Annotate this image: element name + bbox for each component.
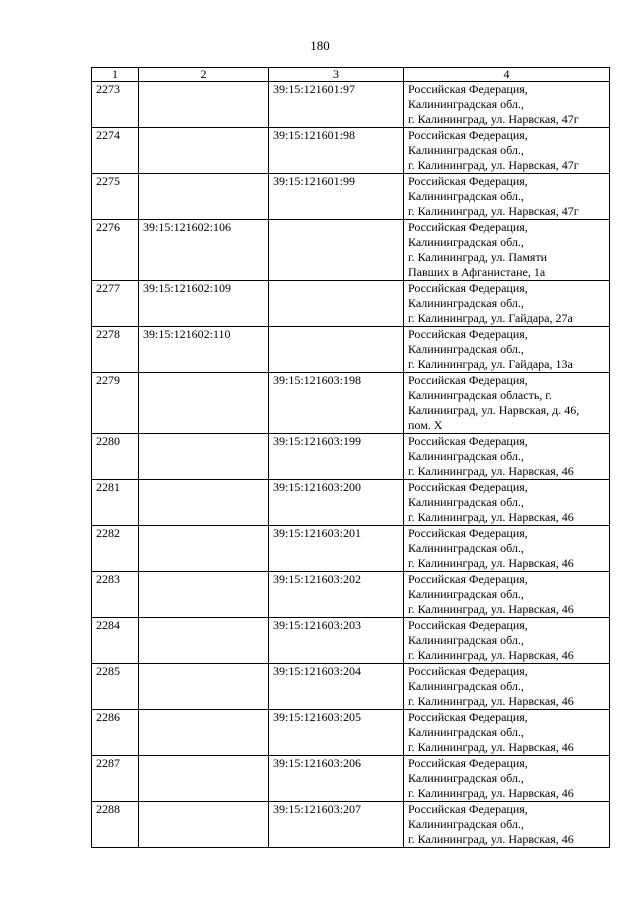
address-cell [404,128,610,174]
address-line: г. Калининград, ул. Гайдара, 27а [408,311,573,325]
address-line: г. Калининград, ул. Нарвская, 47г [408,158,579,172]
row-number-cell: 2273 [92,82,139,128]
address-line: Калининград, ул. Нарвская, д. 46, [408,403,580,417]
address-cell [404,281,610,327]
cadastral-number-column-2-cell: 39:15:121602:106 [139,220,269,281]
address-line: Калининградская область, г. [408,388,552,402]
table-row [92,664,610,710]
address-line: г. Калининград, ул. Нарвская, 46 [408,510,574,524]
table-body [92,82,610,848]
address-cell [404,802,610,848]
row-number-cell: 2279 [92,373,139,434]
table-row [92,480,610,526]
cadastral-number-column-2-cell [139,618,269,664]
address-line: г. Калининград, ул. Нарвская, 47г [408,204,579,218]
cadastral-number-column-3-cell: 39:15:121603:200 [269,480,404,526]
cadastral-number-column-3-cell [269,327,404,373]
row-number-cell: 2278 [92,327,139,373]
address-line: г. Калининград, ул. Гайдара, 13а [408,357,573,371]
address-line: Российская Федерация, [408,802,528,816]
page-number: 180 [310,38,330,53]
cadastral-number-column-2-cell: 39:15:121602:110 [139,327,269,373]
address-cell [404,373,610,434]
address-line: г. Калининград, ул. Нарвская, 46 [408,832,574,846]
cadastral-number-column-3-cell: 39:15:121603:199 [269,434,404,480]
cadastral-number-column-2-cell [139,434,269,480]
row-number-cell: 2284 [92,618,139,664]
address-cell [404,756,610,802]
cadastral-number-column-2-cell [139,710,269,756]
cadastral-number-column-2-cell [139,480,269,526]
cadastral-number-column-3-cell: 39:15:121601:98 [269,128,404,174]
address-line: г. Калининград, ул. Нарвская, 46 [408,786,574,800]
row-number-cell: 2280 [92,434,139,480]
cadastral-number-column-2-cell [139,572,269,618]
address-line: Российская Федерация, [408,572,528,586]
address-line: г. Калининград, ул. Нарвская, 46 [408,602,574,616]
row-number-cell: 2287 [92,756,139,802]
table-row [92,618,610,664]
address-line: Калининградская обл., [408,235,524,249]
cadastral-number-column-2-cell [139,802,269,848]
address-line: Российская Федерация, [408,128,528,142]
address-cell [404,220,610,281]
address-cell [404,480,610,526]
registry-table [91,67,610,848]
table-row [92,220,610,281]
row-number-cell: 2275 [92,174,139,220]
cadastral-number-column-3-cell: 39:15:121603:203 [269,618,404,664]
cadastral-number-column-3-cell: 39:15:121603:206 [269,756,404,802]
address-line: Калининградская обл., [408,143,524,157]
address-line: Калининградская обл., [408,633,524,647]
address-line: Калининградская обл., [408,771,524,785]
row-number-cell: 2282 [92,526,139,572]
cadastral-number-column-3-cell [269,220,404,281]
table-header-row [92,68,610,82]
table-row [92,281,610,327]
address-line: Российская Федерация, [408,281,528,295]
address-cell [404,82,610,128]
address-line: Павших в Афганистане, 1а [408,265,546,279]
table-row [92,174,610,220]
cadastral-number-column-2-cell [139,664,269,710]
cadastral-number-column-3-cell: 39:15:121601:97 [269,82,404,128]
address-cell [404,664,610,710]
cadastral-number-column-3-cell: 39:15:121603:204 [269,664,404,710]
cadastral-number-column-3-cell: 39:15:121603:207 [269,802,404,848]
cadastral-number-column-2-cell [139,128,269,174]
address-line: г. Калининград, ул. Нарвская, 46 [408,464,574,478]
address-line: г. Калининград, ул. Нарвская, 46 [408,556,574,570]
cadastral-number-column-2-cell [139,756,269,802]
address-line: Российская Федерация, [408,664,528,678]
column-header-1: 1 [92,68,139,82]
table-row [92,128,610,174]
address-line: г. Калининград, ул. Нарвская, 46 [408,740,574,754]
address-line: Калининградская обл., [408,725,524,739]
cadastral-number-column-3-cell: 39:15:121603:201 [269,526,404,572]
table-row [92,572,610,618]
address-line: Российская Федерация, [408,434,528,448]
row-number-cell: 2276 [92,220,139,281]
table-row [92,710,610,756]
row-number-cell: 2277 [92,281,139,327]
address-line: Калининградская обл., [408,679,524,693]
cadastral-number-column-3-cell: 39:15:121603:202 [269,572,404,618]
row-number-cell: 2288 [92,802,139,848]
table-row [92,373,610,434]
address-cell [404,174,610,220]
address-line: Калининградская обл., [408,495,524,509]
address-line: Калининградская обл., [408,97,524,111]
address-line: Калининградская обл., [408,296,524,310]
address-line: Российская Федерация, [408,220,528,234]
table-row [92,526,610,572]
address-line: Калининградская обл., [408,342,524,356]
cadastral-number-column-3-cell [269,281,404,327]
address-line: Российская Федерация, [408,373,528,387]
table-row [92,82,610,128]
cadastral-number-column-3-cell: 39:15:121603:198 [269,373,404,434]
row-number-cell: 2286 [92,710,139,756]
table-row [92,802,610,848]
column-header-3: 3 [269,68,404,82]
address-cell [404,327,610,373]
table-row [92,756,610,802]
address-cell [404,618,610,664]
address-line: Калининградская обл., [408,587,524,601]
address-line: г. Калининград, ул. Нарвская, 46 [408,694,574,708]
address-line: Российская Федерация, [408,526,528,540]
cadastral-number-column-3-cell: 39:15:121603:205 [269,710,404,756]
cadastral-number-column-2-cell [139,373,269,434]
address-line: Российская Федерация, [408,618,528,632]
row-number-cell: 2285 [92,664,139,710]
address-line: г. Калининград, ул. Нарвская, 46 [408,648,574,662]
address-line: Российская Федерация, [408,327,528,341]
address-line: Калининградская обл., [408,449,524,463]
row-number-cell: 2283 [92,572,139,618]
address-cell [404,526,610,572]
address-cell [404,710,610,756]
cadastral-number-column-3-cell: 39:15:121601:99 [269,174,404,220]
cadastral-number-column-2-cell [139,82,269,128]
address-line: Российская Федерация, [408,480,528,494]
cadastral-number-column-2-cell [139,526,269,572]
row-number-cell: 2281 [92,480,139,526]
address-line: г. Калининград, ул. Памяти [408,250,548,264]
address-line: Калининградская обл., [408,541,524,555]
row-number-cell: 2274 [92,128,139,174]
address-cell [404,572,610,618]
address-line: Калининградская обл., [408,189,524,203]
address-line: Калининградская обл., [408,817,524,831]
address-cell [404,434,610,480]
address-line: Российская Федерация, [408,82,528,96]
cadastral-number-column-2-cell [139,174,269,220]
address-line: г. Калининград, ул. Нарвская, 47г [408,112,579,126]
table-row [92,327,610,373]
address-line: Российская Федерация, [408,710,528,724]
address-line: Российская Федерация, [408,174,528,188]
column-header-4: 4 [404,68,610,82]
address-line: Российская Федерация, [408,756,528,770]
cadastral-number-column-2-cell: 39:15:121602:109 [139,281,269,327]
address-line: пом. X [408,418,443,432]
column-header-2: 2 [139,68,269,82]
table-row [92,434,610,480]
